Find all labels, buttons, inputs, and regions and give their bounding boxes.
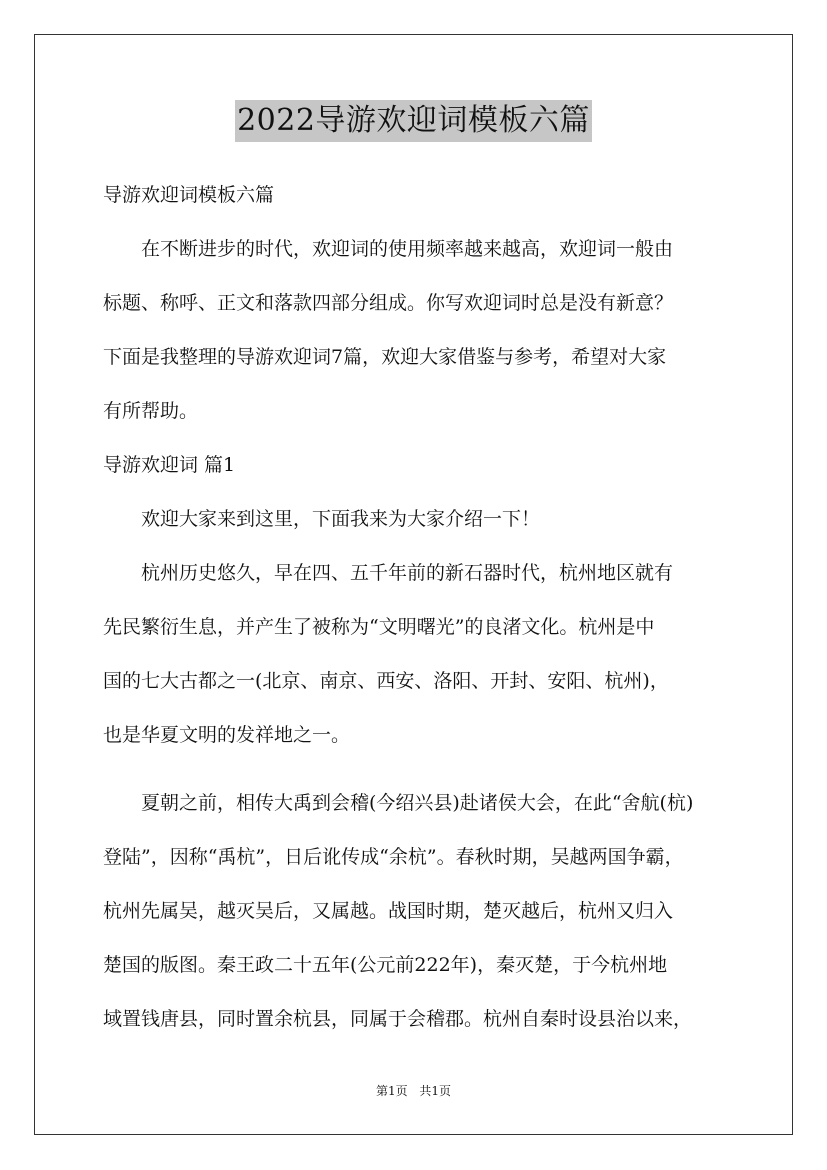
page-total: 共1页 — [419, 1084, 452, 1098]
body-line: 楚国的版图。秦王政二十五年(公元前222年)，秦灭楚，于今杭州地 — [103, 954, 668, 976]
body-line: 先民繁衍生息，并产生了被称为“文明曙光”的良渚文化。杭州是中 — [103, 616, 655, 638]
intro-line: 在不断进步的时代，欢迎词的使用频率越来越高，欢迎词一般由 — [103, 238, 674, 260]
document-title: 2022导游欢迎词模板六篇 — [235, 100, 592, 142]
intro-line: 标题、称呼、正文和落款四部分组成。你写欢迎词时总是没有新意？ — [103, 292, 674, 314]
section-heading: 导游欢迎词 篇1 — [103, 454, 236, 476]
body-line: 国的七大古都之一(北京、南京、西安、洛阳、开封、安阳、杭州)， — [103, 670, 669, 692]
body-line: 也是华夏文明的发祥地之一。 — [103, 724, 351, 746]
body-line: 杭州先属吴，越灭吴后，又属越。战国时期，楚灭越后，杭州又归入 — [103, 900, 674, 922]
intro-line: 有所帮助。 — [103, 400, 199, 422]
page-footer — [0, 1083, 827, 1099]
body-line: 杭州历史悠久，早在四、五千年前的新石器时代，杭州地区就有 — [103, 562, 674, 584]
body-line: 欢迎大家来到这里，下面我来为大家介绍一下！ — [103, 508, 541, 530]
section-heading: 导游欢迎词模板六篇 — [103, 184, 275, 206]
body-line: 域置钱唐县，同时置余杭县，同属于会稽郡。杭州自秦时设县治以来， — [103, 1008, 693, 1030]
body-line: 夏朝之前，相传大禹到会稽(今绍兴县)赴诸侯大会，在此“舍航(杭) — [103, 792, 694, 814]
intro-line: 下面是我整理的导游欢迎词7篇，欢迎大家借鉴与参考，希望对大家 — [103, 346, 667, 368]
body-line: 登陆”，因称“禹杭”，日后讹传成“余杭”。春秋时期，吴越两国争霸， — [103, 846, 684, 868]
page-number: 第1页 — [375, 1084, 408, 1098]
document-body — [103, 168, 728, 1046]
title-area — [0, 100, 827, 142]
paragraph-gap — [103, 762, 728, 776]
